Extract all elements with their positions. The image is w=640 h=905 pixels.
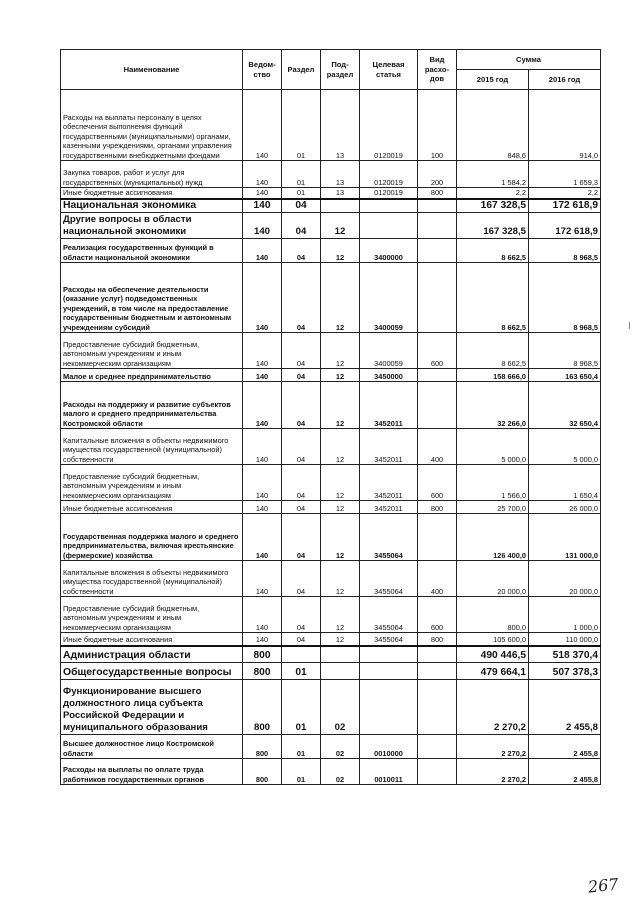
row-sum-2016: 32 650,4	[529, 382, 601, 429]
row-name: Высшее должностное лицо Костромской области	[61, 735, 243, 759]
row-sum-2015: 105 600,0	[457, 633, 529, 646]
row-vedom: 140	[243, 213, 282, 239]
row-sum-2015: 800,0	[457, 597, 529, 633]
row-sum-2016: 518 370,4	[529, 646, 601, 663]
row-sum-2015: 20 000,0	[457, 561, 529, 597]
row-podrazdel: 12	[321, 561, 360, 597]
row-celevaya: 3400000	[360, 239, 418, 263]
row-name: Капитальные вложения в объекты недвижимого имущества государственной (муниципальной) собственности	[61, 429, 243, 465]
row-name: Предоставление субсидий бюджетным, автономным учреждениям и иным некоммерческим организациям	[61, 597, 243, 633]
row-podrazdel: 12	[321, 382, 360, 429]
table-row	[61, 199, 601, 213]
row-sum-2016: 110 000,0	[529, 633, 601, 646]
table-row	[61, 663, 601, 680]
row-sum-2015: 126 400,0	[457, 514, 529, 561]
row-sum-2016: 8 968,5	[529, 333, 601, 369]
row-sum-2016: 507 378,3	[529, 663, 601, 680]
table-row	[61, 597, 601, 633]
row-razdel: 04	[282, 514, 321, 561]
row-sum-2016: 2,2	[529, 188, 601, 199]
row-vedom: 140	[243, 465, 282, 501]
row-celevaya	[360, 680, 418, 735]
table-row	[61, 382, 601, 429]
row-podrazdel: 12	[321, 597, 360, 633]
table-row	[61, 213, 601, 239]
row-vid: 800	[418, 633, 457, 646]
row-sum-2015: 848,6	[457, 90, 529, 161]
row-vid	[418, 663, 457, 680]
row-razdel: 04	[282, 597, 321, 633]
row-razdel: 04	[282, 465, 321, 501]
row-celevaya: 3455064	[360, 514, 418, 561]
col-razdel-header: Раздел	[282, 50, 321, 90]
row-podrazdel: 02	[321, 735, 360, 759]
row-vedom: 140	[243, 633, 282, 646]
row-celevaya: 0010000	[360, 735, 418, 759]
row-sum-2015: 25 700,0	[457, 501, 529, 514]
row-celevaya: 3450000	[360, 369, 418, 382]
row-vedom: 140	[243, 561, 282, 597]
row-name: Национальная экономика	[61, 199, 243, 213]
row-sum-2015: 2,2	[457, 188, 529, 199]
margin-mark	[629, 322, 630, 329]
row-podrazdel: 12	[321, 501, 360, 514]
table-row	[61, 161, 601, 188]
table-row	[61, 263, 601, 333]
row-sum-2016: 1 659,3	[529, 161, 601, 188]
table-row	[61, 646, 601, 663]
row-name: Реализация государственных функций в области национальной экономики	[61, 239, 243, 263]
row-sum-2015: 158 666,0	[457, 369, 529, 382]
row-podrazdel: 12	[321, 514, 360, 561]
row-vedom: 140	[243, 188, 282, 199]
table-row	[61, 735, 601, 759]
row-podrazdel: 12	[321, 633, 360, 646]
row-razdel: 01	[282, 759, 321, 785]
row-podrazdel: 12	[321, 239, 360, 263]
row-name: Капитальные вложения в объекты недвижимого имущества государственной (муниципальной) собственности	[61, 561, 243, 597]
row-vid	[418, 735, 457, 759]
row-sum-2015: 8 662,5	[457, 333, 529, 369]
row-vid: 800	[418, 188, 457, 199]
header-row	[61, 50, 601, 70]
row-sum-2015: 167 328,5	[457, 213, 529, 239]
row-sum-2016: 131 000,0	[529, 514, 601, 561]
row-vedom: 140	[243, 514, 282, 561]
table-row	[61, 514, 601, 561]
table-row	[61, 90, 601, 161]
row-razdel: 04	[282, 429, 321, 465]
row-podrazdel: 13	[321, 90, 360, 161]
row-vid: 400	[418, 561, 457, 597]
col-2015-header: 2015 год	[457, 70, 529, 90]
row-podrazdel: 13	[321, 161, 360, 188]
row-vid: 200	[418, 161, 457, 188]
row-sum-2016: 172 618,9	[529, 213, 601, 239]
row-vedom: 140	[243, 429, 282, 465]
table-row	[61, 239, 601, 263]
row-sum-2015: 32 266,0	[457, 382, 529, 429]
table-row	[61, 680, 601, 735]
row-vid: 600	[418, 333, 457, 369]
row-name: Иные бюджетные ассигнования	[61, 501, 243, 514]
row-name: Расходы на выплаты персоналу в целях обеспечения выполнения функций государственными (муниципальными) органами, казенными учреждениями, органами управления государственными внебюджетными фондами	[61, 90, 243, 161]
row-celevaya	[360, 663, 418, 680]
table-row	[61, 188, 601, 199]
row-podrazdel: 12	[321, 263, 360, 333]
row-podrazdel: 13	[321, 188, 360, 199]
row-sum-2016: 1 000,0	[529, 597, 601, 633]
row-sum-2016: 2 455,8	[529, 680, 601, 735]
row-razdel: 04	[282, 239, 321, 263]
row-sum-2015: 5 000,0	[457, 429, 529, 465]
col-celevaya-header: Целевая статья	[360, 50, 418, 90]
row-razdel: 01	[282, 188, 321, 199]
row-sum-2015: 8 662,5	[457, 239, 529, 263]
col-vid-header: Вид расхо-дов	[418, 50, 457, 90]
row-celevaya: 3400059	[360, 333, 418, 369]
row-vid: 800	[418, 501, 457, 514]
row-vedom: 140	[243, 333, 282, 369]
row-vid	[418, 369, 457, 382]
row-name: Закупка товаров, работ и услуг для государственных (муниципальных) нужд	[61, 161, 243, 188]
table-row	[61, 369, 601, 382]
row-celevaya	[360, 213, 418, 239]
row-sum-2016: 5 000,0	[529, 429, 601, 465]
row-vedom: 800	[243, 759, 282, 785]
row-celevaya	[360, 199, 418, 213]
row-sum-2015: 167 328,5	[457, 199, 529, 213]
table-row	[61, 501, 601, 514]
row-sum-2016: 26 000,0	[529, 501, 601, 514]
table-row	[61, 333, 601, 369]
row-razdel: 04	[282, 382, 321, 429]
row-vedom: 800	[243, 680, 282, 735]
row-name: Расходы на обеспечение деятельности (оказание услуг) подведомственных учреждений, в том числе на предоставление государственным бюджетным и автономным учреждениям субсидий	[61, 263, 243, 333]
row-razdel: 01	[282, 161, 321, 188]
budget-table	[60, 49, 601, 785]
table-row	[61, 633, 601, 646]
row-razdel: 04	[282, 333, 321, 369]
row-podrazdel: 02	[321, 680, 360, 735]
row-sum-2015: 1 584,2	[457, 161, 529, 188]
row-celevaya: 3452011	[360, 501, 418, 514]
row-razdel: 04	[282, 263, 321, 333]
row-sum-2016: 914,0	[529, 90, 601, 161]
row-name: Общегосударственные вопросы	[61, 663, 243, 680]
row-podrazdel	[321, 199, 360, 213]
row-vid: 600	[418, 465, 457, 501]
row-celevaya: 3455064	[360, 561, 418, 597]
row-sum-2016: 163 650,4	[529, 369, 601, 382]
row-podrazdel: 02	[321, 759, 360, 785]
row-name: Иные бюджетные ассигнования	[61, 188, 243, 199]
row-name: Функционирование высшего должностного лица субъекта Российской Федерации и муниципального образования	[61, 680, 243, 735]
table-row	[61, 429, 601, 465]
row-vid	[418, 759, 457, 785]
col-summa-header: Сумма	[457, 50, 601, 70]
row-celevaya: 3452011	[360, 465, 418, 501]
row-celevaya: 0120019	[360, 161, 418, 188]
row-name: Иные бюджетные ассигнования	[61, 633, 243, 646]
row-sum-2016: 20 000,0	[529, 561, 601, 597]
row-celevaya: 3452011	[360, 429, 418, 465]
row-vid	[418, 213, 457, 239]
col-name-header: Наименование	[61, 50, 243, 90]
row-vid	[418, 382, 457, 429]
row-sum-2015: 479 664,1	[457, 663, 529, 680]
row-vid: 400	[418, 429, 457, 465]
row-celevaya: 3455064	[360, 597, 418, 633]
row-sum-2016: 8 968,5	[529, 263, 601, 333]
row-vedom: 140	[243, 382, 282, 429]
row-vedom: 140	[243, 90, 282, 161]
row-vedom: 140	[243, 161, 282, 188]
row-razdel: 01	[282, 680, 321, 735]
row-sum-2015: 490 446,5	[457, 646, 529, 663]
row-vid	[418, 199, 457, 213]
row-celevaya: 0120019	[360, 188, 418, 199]
row-podrazdel	[321, 646, 360, 663]
row-vedom: 800	[243, 663, 282, 680]
row-vid	[418, 514, 457, 561]
row-name: Другие вопросы в области национальной экономики	[61, 213, 243, 239]
row-razdel: 01	[282, 663, 321, 680]
row-celevaya: 3400059	[360, 263, 418, 333]
row-razdel: 04	[282, 561, 321, 597]
col-podrazdel-header: Под-раздел	[321, 50, 360, 90]
row-celevaya	[360, 646, 418, 663]
row-sum-2016: 2 455,8	[529, 735, 601, 759]
page-number: 267	[587, 874, 620, 897]
row-vedom: 140	[243, 501, 282, 514]
row-razdel: 04	[282, 199, 321, 213]
row-razdel: 04	[282, 369, 321, 382]
row-name: Малое и среднее предпринимательство	[61, 369, 243, 382]
row-sum-2016: 1 650,4	[529, 465, 601, 501]
row-celevaya: 3452011	[360, 382, 418, 429]
row-vid	[418, 680, 457, 735]
row-vid: 600	[418, 597, 457, 633]
table-row	[61, 561, 601, 597]
row-name: Расходы на выплаты по оплате труда работников государственных органов	[61, 759, 243, 785]
row-vid	[418, 263, 457, 333]
row-sum-2016: 8 968,5	[529, 239, 601, 263]
row-vid: 100	[418, 90, 457, 161]
row-razdel: 04	[282, 633, 321, 646]
row-podrazdel: 12	[321, 429, 360, 465]
row-vedom: 140	[243, 199, 282, 213]
table-row	[61, 465, 601, 501]
row-razdel: 04	[282, 501, 321, 514]
row-podrazdel: 12	[321, 369, 360, 382]
row-podrazdel: 12	[321, 465, 360, 501]
row-name: Администрация области	[61, 646, 243, 663]
row-razdel: 01	[282, 735, 321, 759]
row-razdel: 01	[282, 90, 321, 161]
row-sum-2016: 172 618,9	[529, 199, 601, 213]
row-celevaya: 0120019	[360, 90, 418, 161]
col-vedom-header: Ведом-ство	[243, 50, 282, 90]
row-podrazdel	[321, 663, 360, 680]
row-sum-2015: 2 270,2	[457, 759, 529, 785]
row-razdel	[282, 646, 321, 663]
row-vedom: 140	[243, 597, 282, 633]
row-sum-2015: 8 662,5	[457, 263, 529, 333]
row-name: Расходы на поддержку и развитие субъектов малого и среднего предпринимательства Костромской области	[61, 382, 243, 429]
row-name: Государственная поддержка малого и среднего предпринимательства, включая крестьянские (фермерские) хозяйства	[61, 514, 243, 561]
col-2016-header: 2016 год	[529, 70, 601, 90]
row-sum-2015: 1 566,0	[457, 465, 529, 501]
row-celevaya: 0010011	[360, 759, 418, 785]
row-vedom: 800	[243, 735, 282, 759]
row-celevaya: 3455064	[360, 633, 418, 646]
row-podrazdel: 12	[321, 333, 360, 369]
row-sum-2015: 2 270,2	[457, 735, 529, 759]
row-razdel: 04	[282, 213, 321, 239]
row-sum-2016: 2 455,8	[529, 759, 601, 785]
row-sum-2015: 2 270,2	[457, 680, 529, 735]
row-name: Предоставление субсидий бюджетным, автономным учреждениям и иным некоммерческим организациям	[61, 465, 243, 501]
row-vid	[418, 646, 457, 663]
row-vedom: 140	[243, 369, 282, 382]
row-vedom: 140	[243, 239, 282, 263]
row-name: Предоставление субсидий бюджетным, автономным учреждениям и иным некоммерческим организациям	[61, 333, 243, 369]
row-vedom: 140	[243, 263, 282, 333]
table-row	[61, 759, 601, 785]
row-podrazdel: 12	[321, 213, 360, 239]
row-vedom: 800	[243, 646, 282, 663]
row-vid	[418, 239, 457, 263]
